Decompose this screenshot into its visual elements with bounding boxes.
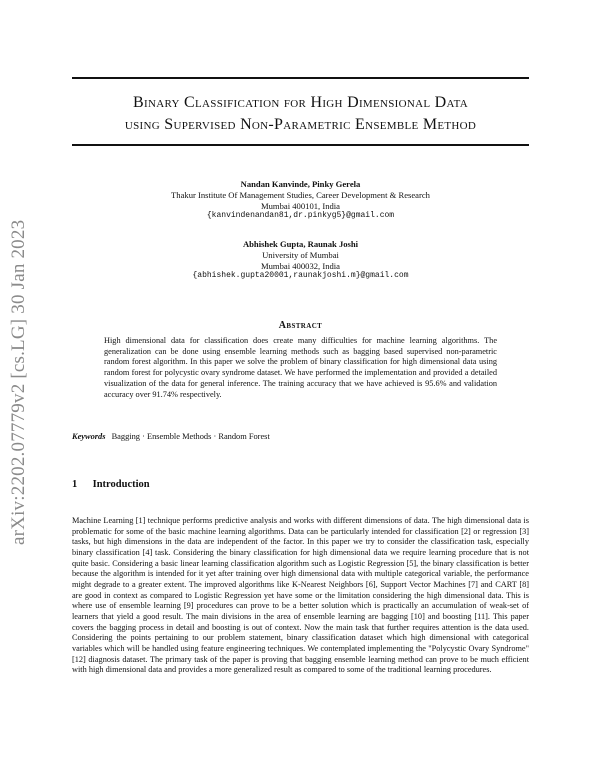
author-email: {kanvindenandan81,dr.pinkyg5}@gmail.com [206, 211, 395, 221]
title-top-rule [72, 77, 529, 79]
author-affiliation: University of Mumbai [262, 249, 339, 260]
title-line-1: Binary Classification for High Dimensional Data [133, 94, 468, 111]
section-title: Introduction [92, 479, 150, 490]
abstract-text: High dimensional data for classification does create many difficulties for machine learning algorithms. The generalization can be done using ensemble learning methods such as bagging based supervised non-parametric random forest algorithm. In this paper we solve the problem of binary classification for high dimensional data using random forest for polycystic ovary syndrome dataset. We have performed the implementation and provided a detailed visualization of the data for general inference. The training accuracy that we have achieved is 95.6% and validation accuracy over 91.74% respectively. [104, 336, 497, 399]
author-names: Abhishek Gupta, Raunak Joshi [242, 239, 359, 249]
keywords [72, 432, 529, 443]
paper-title [72, 92, 529, 136]
section-number: 1 [72, 479, 78, 490]
keywords-label: Keywords [72, 432, 106, 441]
abstract-heading: Abstract [278, 320, 323, 331]
title-line-2: using Supervised Non-Parametric Ensemble Method [124, 116, 477, 133]
keywords-text: Bagging · Ensemble Methods · Random Forest [111, 432, 270, 441]
author-affiliation: Thakur Institute Of Management Studies, Career Development & Research [171, 189, 430, 200]
author-city: Mumbai 400032, India [260, 260, 340, 271]
arxiv-identifier: arXiv:2202.07779v2 [cs.LG] 30 Jan 2023 [8, 219, 29, 545]
author-email: {abhishek.gupta20001,raunakjoshi.m}@gmail.com [192, 271, 409, 281]
author-block-1 [72, 179, 529, 222]
author-names: Nandan Kanvinde, Pinky Gerela [240, 179, 361, 189]
author-block-2 [72, 239, 529, 282]
section-heading [72, 479, 529, 490]
author-city: Mumbai 400101, India [260, 200, 340, 211]
introduction-text: Machine Learning [1] technique performs predictive analysis and works with different dimensions of data. The high dimensional data is problematic for some of the basic machine learning algorithms. Data can be particularly intended for classification [2] or regression [3] tasks, but high dimensions in the data are independent of the factor. In this paper we try to consider the classification task, especially binary classification [4] task. Considering the binary classification for high dimensional data we require learning procedure that is not quite basic. Considering a basic linear learning classification algorithm such as Logistic Regression [5], the binary classification is better because the algorithm is intended for it yet after training over high dimensional data with multiple categorical variable, the performance might degrade to a greater extent. The improved algorithms like K-Nearest Neighbors [6], Support Vector Machines [7] and CART [8] are good in context as compared to Logistic Regression yet have some or the limitation considering the high dimensional data. This is where use of ensemble learning [9] procedures can prove to be a better solution which is practically an accumulation of weak-set of learners that yield a good result. The main divisions in the area of ensemble learning are bagging [10] and boosting [11]. This paper covers the bagging process in detail and boosting is out of context. Now the main task that further requires attention is the data used. Considering the points pertaining to our problem statement, binary classification dataset which high dimensional with categorical variables which will be handled using feature engineering techniques. We contemplated implementing the "Polycystic Ovary Syndrome"[12] diagnosis dataset. The primary task of the paper is proving that bagging ensemble learning method can prove to be much efficient with high dimensional data and provides a more generalized result as compared to some of the traditional learning procedures. [72, 516, 529, 675]
title-bottom-rule [72, 144, 529, 146]
